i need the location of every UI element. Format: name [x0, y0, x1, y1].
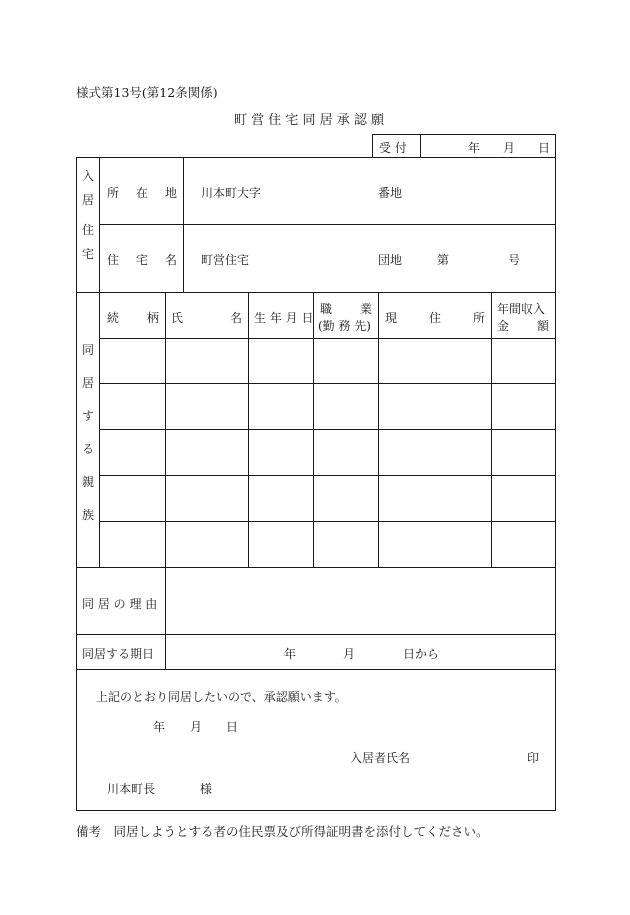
reason-label: 同 居 の 理 由 — [82, 597, 158, 611]
applicant-name-label: 入居者氏名 — [350, 751, 411, 765]
location-value: 川本町大字 — [201, 186, 262, 200]
reason-field[interactable] — [166, 568, 555, 634]
table-row[interactable] — [100, 476, 555, 521]
header-workplace: (勤 務 先) — [318, 319, 371, 333]
period-label: 同居する期日 — [82, 647, 155, 661]
table-row[interactable] — [100, 339, 555, 383]
header-address: 現 住 所 — [385, 311, 485, 325]
banchi-label: 番地 — [378, 186, 403, 200]
page-title: 町 営 住 宅 同 居 承 認 願 — [234, 113, 385, 128]
dai-label: 第 — [437, 253, 450, 267]
location-label: 所 在 地 — [107, 186, 177, 200]
addressee: 川本町長 — [107, 782, 156, 796]
reception-label: 受 付 — [379, 141, 407, 155]
form-number: 様式第13号(第12条関係) — [76, 85, 218, 100]
danchi-label: 団地 — [378, 253, 403, 267]
housing-value: 町営住宅 — [201, 253, 250, 267]
header-name: 氏 名 — [171, 311, 242, 325]
table-row[interactable] — [100, 522, 555, 567]
header-annual-income: 年間収入 — [497, 302, 546, 316]
declaration-day: 日 — [226, 720, 239, 734]
reception-day: 日 — [538, 141, 551, 155]
reception-month: 月 — [503, 141, 516, 155]
declaration-statement: 上記のとおり同居したいので、承認願います。 — [96, 690, 347, 704]
addressee-honorific: 様 — [200, 782, 213, 796]
table-row[interactable] — [100, 430, 555, 475]
declaration-month: 月 — [190, 720, 203, 734]
table-row[interactable] — [100, 384, 555, 429]
residence-group-label: 入 居 住 宅 — [81, 169, 94, 261]
reception-year: 年 — [468, 141, 481, 155]
seal-label: 印 — [527, 751, 540, 765]
declaration-year: 年 — [153, 720, 166, 734]
header-amount: 金 額 — [497, 319, 549, 333]
footnote: 備考 同居しようとする者の住民票及び所得証明書を添付してください。 — [76, 824, 489, 839]
header-birthdate: 生 年 月 日 — [254, 311, 314, 325]
header-occupation: 職 業 — [320, 302, 372, 316]
period-month: 月 — [343, 647, 356, 661]
relatives-group-label: 同 居 す る 親 族 — [81, 343, 94, 522]
period-year: 年 — [284, 647, 297, 661]
housing-label: 住 宅 名 — [107, 253, 177, 267]
period-from: 日から — [403, 647, 440, 661]
gou-label: 号 — [508, 253, 521, 267]
header-relation: 続 柄 — [107, 311, 159, 325]
